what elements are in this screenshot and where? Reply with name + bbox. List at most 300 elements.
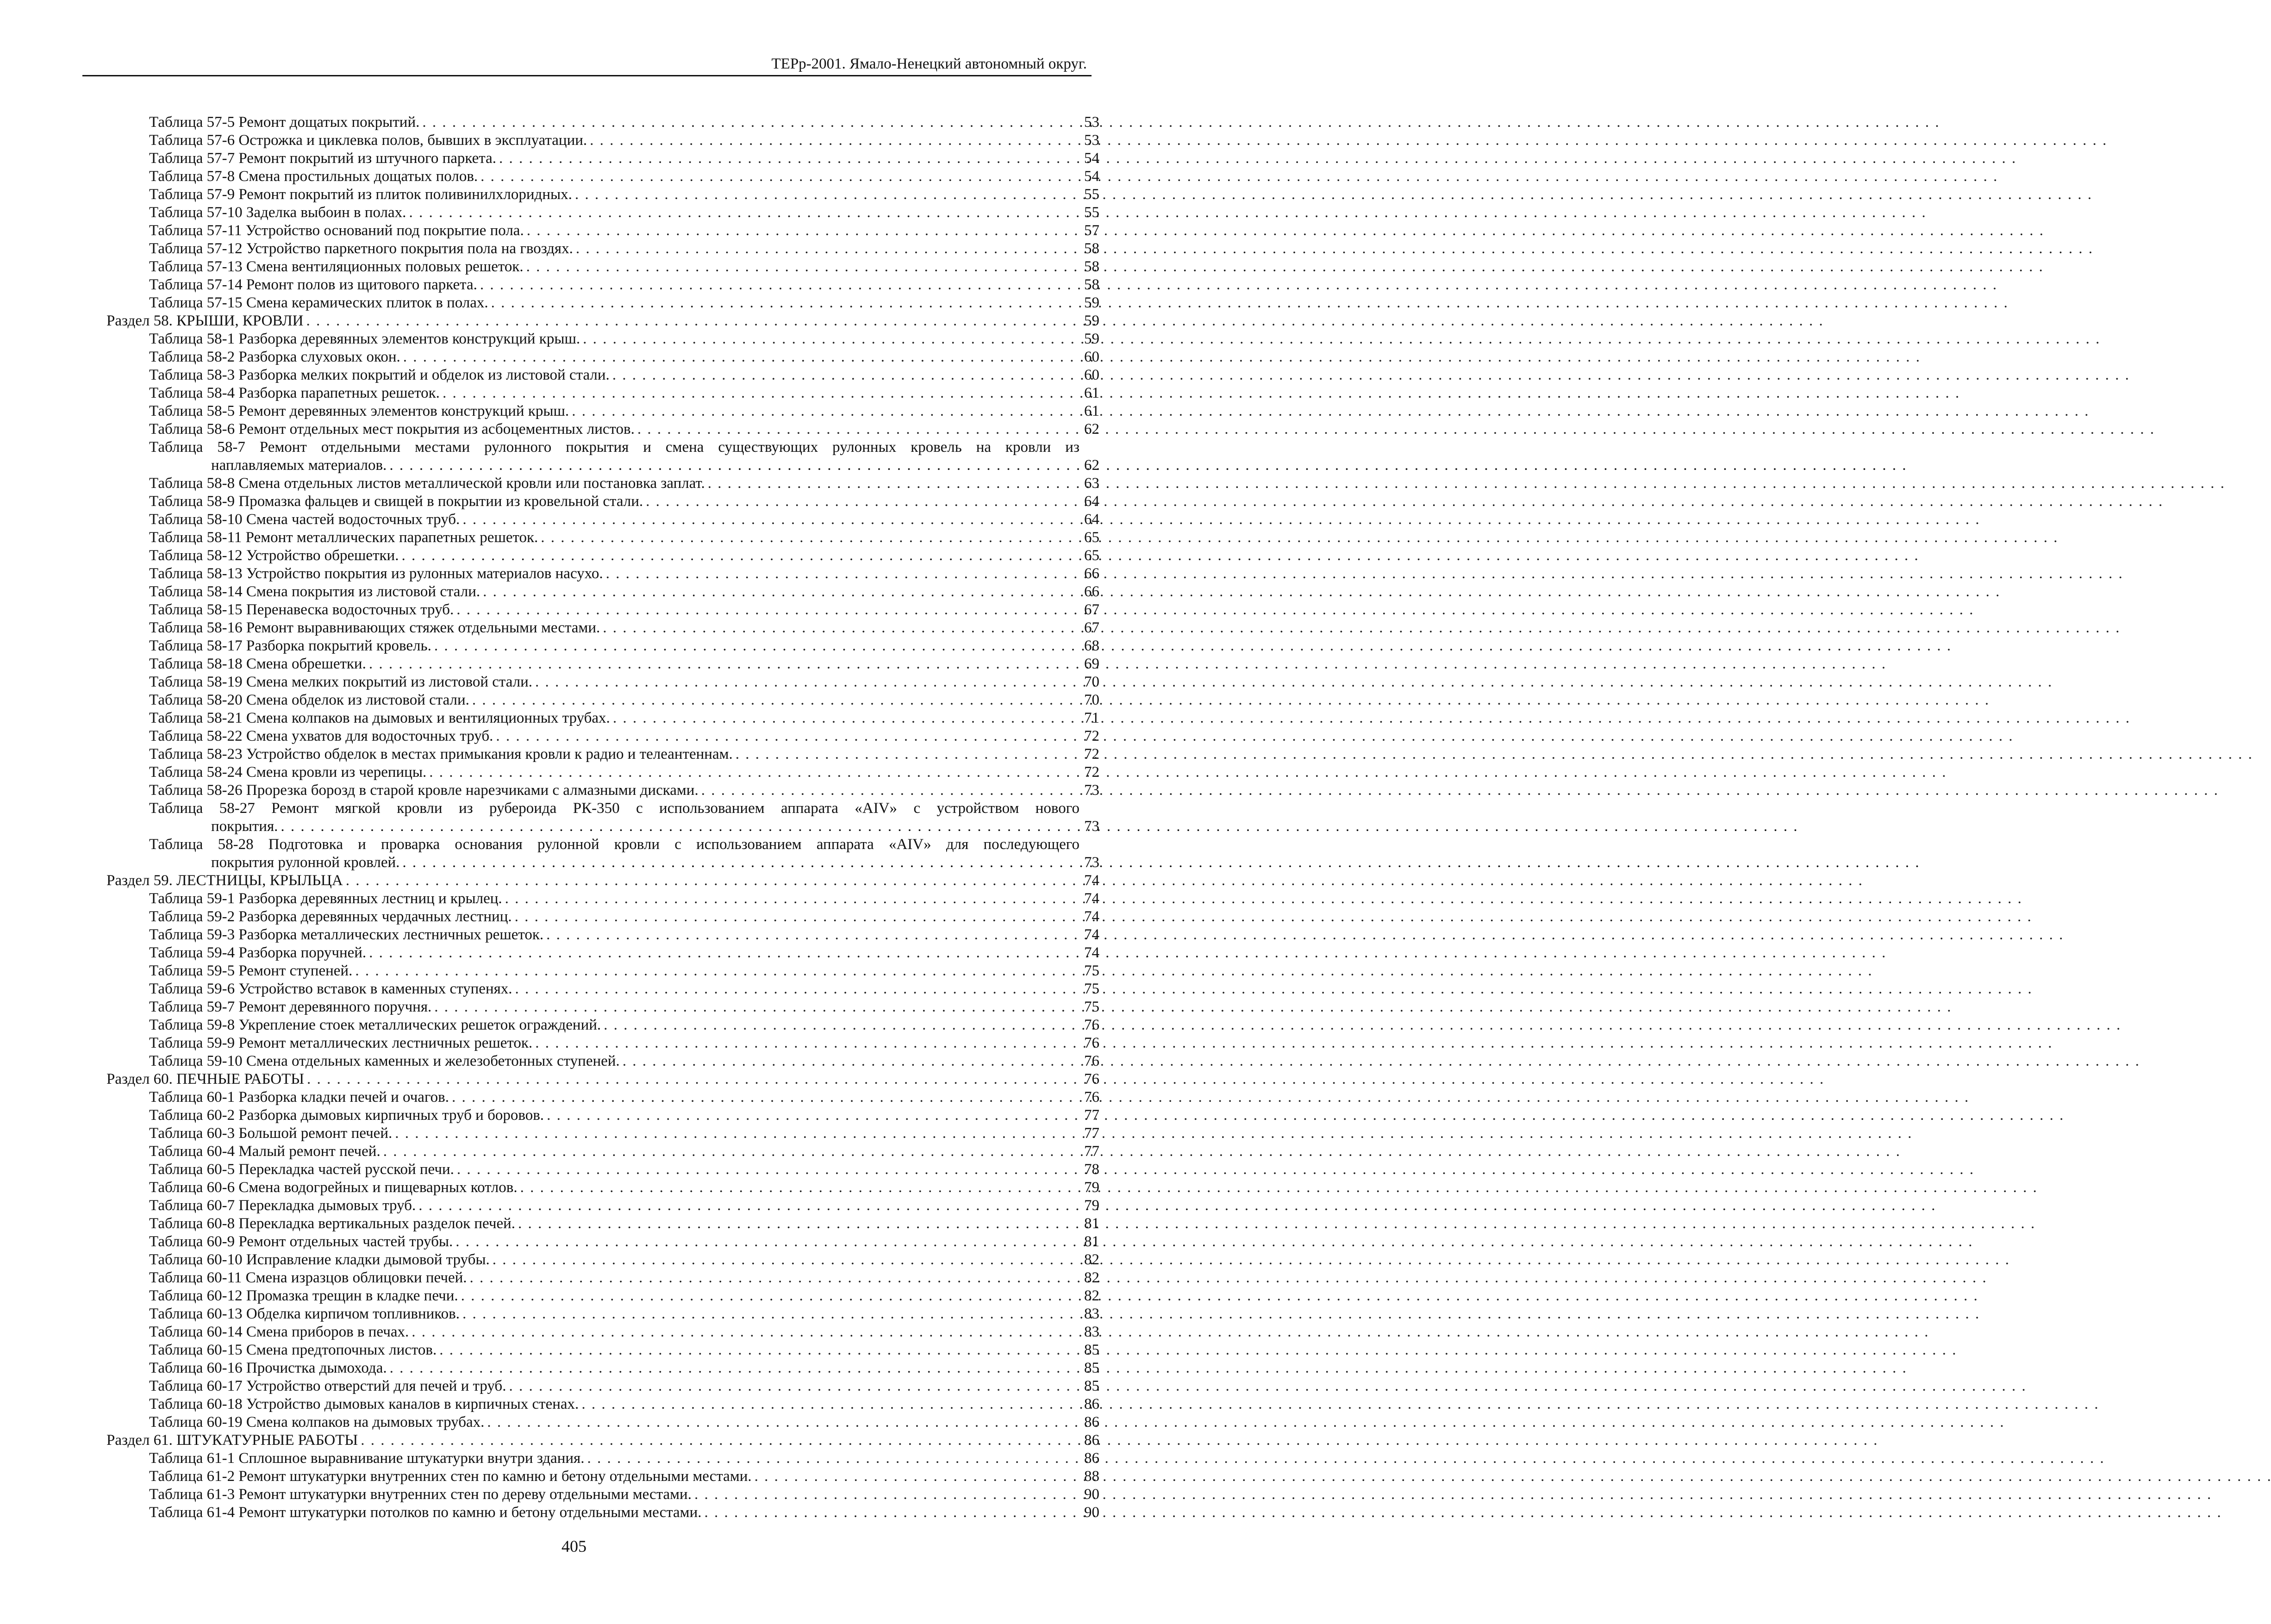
toc-entry-page: 85	[1084, 1360, 1099, 1376]
toc-entry-title: Таблица 58-23 Устройство обделок в местах примыкания кровли к радио и телеантеннам.	[149, 746, 733, 762]
dot-leader	[701, 1504, 1062, 1522]
toc-entry-title: Таблица 58-7 Ремонт отдельными местами рулонного покрытия и смена существующих рулонных кровель на кровли из	[149, 439, 1079, 456]
dot-leader	[610, 709, 1062, 727]
toc-entry-page: 83	[1084, 1305, 1099, 1322]
dot-leader	[635, 420, 1062, 438]
toc-entry-title: Таблица 59-5 Ремонт ступеней.	[149, 962, 353, 979]
toc-entry-page: 73	[1084, 782, 1099, 799]
dot-leader	[512, 980, 1062, 998]
toc-entry-page: 60	[1084, 349, 1099, 365]
toc-section-title: Раздел 60. ПЕЧНЫЕ РАБОТЫ	[106, 1071, 305, 1087]
toc-entry-title: Таблица 59-3 Разборка металлических лестничных решеток.	[149, 926, 544, 943]
dot-leader	[496, 150, 1062, 168]
dot-leader	[387, 456, 1062, 475]
toc-entry-page: 69	[1084, 656, 1099, 672]
toc-entry-page: 74	[1084, 890, 1099, 907]
toc-entry-title: Таблица 58-15 Перенавеска водосточных труб.	[149, 601, 454, 618]
dot-leader	[426, 763, 1062, 781]
toc-table-entry[interactable]	[149, 601, 1099, 619]
toc-entry-title: Таблица 57-12 Устройство паркетного покрытия пола на гвоздях.	[149, 240, 573, 257]
toc-entry-page: 59	[1084, 294, 1099, 311]
toc-entry-page: 58	[1084, 276, 1099, 293]
dot-leader	[480, 583, 1062, 601]
toc-entry-title: Таблица 60-17 Устройство отверстий для печей и труб.	[149, 1378, 506, 1394]
dot-leader	[352, 962, 1062, 980]
toc-table-entry[interactable]	[149, 493, 1099, 511]
toc-entry-page: 70	[1084, 674, 1099, 690]
toc-entry-page: 72	[1084, 764, 1099, 781]
dot-leader	[572, 186, 1062, 204]
toc-entry-page: 77	[1084, 1125, 1099, 1142]
toc-entry-page: 74	[1084, 908, 1099, 925]
toc-section-entry[interactable]	[106, 872, 1099, 890]
toc-entry-page: 63	[1084, 475, 1099, 492]
dot-leader	[484, 1413, 1062, 1431]
toc-table-entry[interactable]	[149, 1034, 1099, 1052]
running-header	[82, 55, 1092, 76]
toc-entry-page: 79	[1084, 1197, 1099, 1214]
toc-entry-page: 76	[1084, 1071, 1099, 1087]
dot-leader	[493, 727, 1062, 745]
toc-table-entry[interactable]	[149, 709, 1099, 727]
toc-entry-title: Таблица 60-2 Разборка дымовых кирпичных труб и боровов.	[149, 1107, 544, 1124]
toc-entry-page: 77	[1084, 1107, 1099, 1124]
toc-entry-title: Таблица 57-14 Ремонт полов из щитового паркета.	[149, 276, 477, 293]
toc-entry-title: Таблица 58-22 Смена ухватов для водосточных труб.	[149, 728, 493, 744]
dot-leader	[580, 330, 1062, 348]
toc-entry-title: Таблица 57-7 Ремонт покрытий из штучного паркета.	[149, 150, 496, 167]
toc-entry-page: 62	[1084, 421, 1099, 437]
toc-entry-page: 60	[1084, 367, 1099, 383]
dot-leader	[453, 1233, 1062, 1251]
toc-table-entry[interactable]	[149, 1143, 1099, 1161]
toc-table-entry[interactable]	[149, 655, 1099, 673]
toc-entry-page: 73	[1084, 854, 1099, 871]
toc-entry-title: Таблица 60-4 Малый ремонт печей.	[149, 1143, 381, 1160]
dot-leader	[387, 1359, 1062, 1377]
dot-leader	[532, 1034, 1062, 1052]
toc-table-entry[interactable]	[149, 890, 1099, 908]
toc-table-entry[interactable]	[149, 1161, 1099, 1179]
dot-leader	[752, 1468, 1062, 1486]
dot-leader	[515, 1215, 1062, 1233]
toc-entry-title: Таблица 60-18 Устройство дымовых каналов в кирпичных стенах.	[149, 1396, 579, 1412]
toc-table-entry[interactable]	[149, 727, 1099, 745]
dot-leader	[573, 240, 1062, 258]
toc-table-entry[interactable]	[149, 348, 1099, 366]
toc-entry-multiline[interactable]	[149, 836, 1099, 872]
toc-table-entry[interactable]	[149, 619, 1099, 637]
toc-entry-title: Таблица 60-3 Большой ремонт печей.	[149, 1125, 393, 1142]
toc-entry-page: 81	[1084, 1215, 1099, 1232]
toc-table-entry[interactable]	[149, 1359, 1099, 1377]
toc-table-entry[interactable]	[149, 781, 1099, 800]
toc-table-entry[interactable]	[149, 565, 1099, 583]
dot-leader	[544, 1106, 1062, 1124]
toc-entry-continuation-line	[149, 818, 1099, 836]
toc-entry-title-continuation: наплавляемых материалов.	[211, 457, 387, 474]
toc-entry-page: 74	[1084, 872, 1099, 889]
toc-entry-title: Таблица 59-1 Разборка деревянных лестниц и крылец.	[149, 890, 502, 907]
dot-leader	[454, 1161, 1062, 1179]
toc-entry-page: 67	[1084, 619, 1099, 636]
dot-leader	[392, 1124, 1062, 1143]
toc-entry-title: Таблица 60-13 Обделка кирпичом топливников.	[149, 1305, 460, 1322]
toc-entry-title: Таблица 60-10 Исправление кладки дымовой трубы.	[149, 1251, 490, 1268]
dot-leader	[478, 168, 1062, 186]
dot-leader	[381, 1143, 1062, 1161]
toc-entry-title: Таблица 59-10 Смена отдельных каменных и железобетонных ступеней.	[149, 1053, 620, 1069]
toc-table-entry[interactable]	[149, 745, 1099, 763]
toc-table-entry[interactable]	[149, 1413, 1099, 1431]
toc-entry-title: Таблица 58-21 Смена колпаков на дымовых и вентиляционных трубах.	[149, 710, 610, 726]
toc-entry-title: Таблица 57-15 Смена керамических плиток в полах.	[149, 294, 488, 311]
toc-entry-page: 75	[1084, 999, 1099, 1015]
toc-entry-page: 58	[1084, 240, 1099, 257]
toc-entry-page: 66	[1084, 583, 1099, 600]
toc-entry-page: 66	[1084, 565, 1099, 582]
dot-leader	[460, 1305, 1062, 1323]
toc-entry-title: Таблица 58-17 Разборка покрытий кровель.	[149, 637, 431, 654]
toc-entry-title: Таблица 59-9 Ремонт металлических лестничных решеток.	[149, 1035, 533, 1051]
toc-entry-page: 76	[1084, 1035, 1099, 1051]
dot-leader	[524, 258, 1062, 276]
toc-entry-page: 86	[1084, 1432, 1099, 1449]
toc-entry-page: 74	[1084, 944, 1099, 961]
toc-entry-title: Таблица 59-6 Устройство вставок в каменных ступенях.	[149, 981, 512, 997]
toc-entry-title: Таблица 58-26 Прорезка борозд в старой кровле нарезчиками с алмазными дисками.	[149, 782, 699, 799]
toc-table-entry[interactable]	[149, 1251, 1099, 1269]
table-of-contents	[106, 113, 1099, 1522]
toc-entry-title: Таблица 60-14 Смена приборов в печах.	[149, 1324, 409, 1340]
dot-leader	[477, 276, 1062, 294]
dot-leader	[538, 529, 1062, 547]
toc-table-entry[interactable]	[149, 1341, 1099, 1359]
dot-leader	[278, 818, 1062, 836]
toc-entry-page: 73	[1084, 818, 1099, 835]
toc-entry-title: Таблица 58-20 Смена обделок из листовой стали.	[149, 692, 469, 708]
toc-entry-title: Таблица 60-5 Перекладка частей русской печи.	[149, 1161, 454, 1178]
toc-table-entry[interactable]	[149, 1179, 1099, 1197]
toc-table-entry[interactable]	[149, 1504, 1099, 1522]
toc-entry-title: Таблица 58-12 Устройство обрешетки.	[149, 547, 399, 564]
toc-entry-title: Таблица 58-28 Подготовка и проварка основания рулонной кровли с использованием аппарата «AIV» для последующего	[149, 836, 1079, 853]
dot-leader	[449, 1088, 1062, 1106]
toc-table-entry[interactable]	[149, 258, 1099, 276]
toc-table-entry[interactable]	[149, 113, 1099, 131]
toc-table-entry[interactable]	[149, 1287, 1099, 1305]
toc-table-entry[interactable]	[149, 366, 1099, 384]
dot-leader	[610, 366, 1062, 384]
toc-table-entry[interactable]	[149, 1323, 1099, 1341]
toc-section-entry[interactable]	[106, 1070, 1099, 1088]
dot-leader	[705, 475, 1062, 493]
toc-entry-page: 88	[1084, 1468, 1099, 1485]
toc-entry-page: 57	[1084, 222, 1099, 239]
toc-entry-page: 70	[1084, 692, 1099, 708]
dot-leader	[543, 926, 1062, 944]
toc-entry-title: Таблица 61-2 Ремонт штукатурки внутренних стен по камню и бетону отдельными местами.	[149, 1468, 752, 1485]
dot-leader	[469, 691, 1062, 709]
dot-leader	[600, 619, 1062, 637]
toc-entry-page: 72	[1084, 746, 1099, 762]
toc-entry-title: Таблица 57-11 Устройство оснований под покрытие пола.	[149, 222, 524, 239]
toc-entry-page: 53	[1084, 114, 1099, 131]
toc-table-entry[interactable]	[149, 402, 1099, 420]
toc-table-entry[interactable]	[149, 962, 1099, 980]
dot-leader	[601, 1016, 1062, 1034]
toc-entry-page: 82	[1084, 1287, 1099, 1304]
toc-table-entry[interactable]	[149, 1016, 1099, 1034]
dot-leader	[343, 872, 1062, 890]
toc-entry-page: 61	[1084, 403, 1099, 419]
toc-table-entry[interactable]	[149, 998, 1099, 1016]
toc-table-entry[interactable]	[149, 691, 1099, 709]
toc-entry-title: Таблица 60-9 Ремонт отдельных частей трубы.	[149, 1233, 453, 1250]
toc-entry-page: 81	[1084, 1233, 1099, 1250]
toc-entry-title: Таблица 60-15 Смена предтопочных листов.	[149, 1342, 437, 1358]
toc-entry-title: Таблица 58-11 Ремонт металлических парапетных решеток.	[149, 529, 538, 546]
dot-leader	[431, 998, 1062, 1016]
toc-table-entry[interactable]	[149, 1088, 1099, 1106]
toc-table-entry[interactable]	[149, 1395, 1099, 1413]
toc-entry-title: Таблица 58-5 Ремонт деревянных элементов конструкций крыш.	[149, 403, 569, 419]
dot-leader	[399, 854, 1062, 872]
dot-leader	[437, 1341, 1062, 1359]
toc-table-entry[interactable]	[149, 1468, 1099, 1486]
dot-leader	[584, 1449, 1062, 1468]
toc-table-entry[interactable]	[149, 908, 1099, 926]
toc-entry-page: 59	[1084, 312, 1099, 329]
toc-entry-title: Таблица 59-4 Разборка поручней.	[149, 944, 367, 961]
dot-leader	[467, 1269, 1062, 1287]
dot-leader	[409, 1323, 1062, 1341]
dot-leader	[454, 601, 1062, 619]
toc-entry-page: 72	[1084, 728, 1099, 744]
dot-leader	[304, 1070, 1062, 1088]
toc-entry-page: 71	[1084, 710, 1099, 726]
toc-table-entry[interactable]	[149, 276, 1099, 294]
toc-entry-page: 65	[1084, 529, 1099, 546]
toc-entry-multiline[interactable]	[149, 800, 1099, 836]
toc-entry-title: Таблица 61-3 Ремонт штукатурки внутренних стен по дереву отдельными местами.	[149, 1486, 692, 1503]
toc-table-entry[interactable]	[149, 637, 1099, 655]
dot-leader	[579, 1395, 1062, 1413]
dot-leader	[518, 1179, 1062, 1197]
toc-entry-page: 61	[1084, 385, 1099, 401]
dot-leader	[366, 655, 1062, 673]
dot-leader	[512, 908, 1062, 926]
dot-leader	[587, 131, 1062, 150]
toc-entry-title: Таблица 58-10 Смена частей водосточных труб.	[149, 511, 460, 528]
toc-table-entry[interactable]	[149, 926, 1099, 944]
toc-entry-page: 62	[1084, 457, 1099, 474]
toc-table-entry[interactable]	[149, 980, 1099, 998]
toc-table-entry[interactable]	[149, 240, 1099, 258]
dot-leader	[603, 565, 1062, 583]
toc-table-entry[interactable]	[149, 1124, 1099, 1143]
toc-entry-page: 85	[1084, 1342, 1099, 1358]
dot-leader	[733, 745, 1062, 763]
dot-leader	[620, 1052, 1062, 1070]
toc-table-entry[interactable]	[149, 330, 1099, 348]
dot-leader	[431, 637, 1062, 655]
toc-entry-title: Таблица 59-8 Укрепление стоек металлических решеток ограждений.	[149, 1017, 601, 1033]
dot-leader	[692, 1486, 1062, 1504]
toc-table-entry[interactable]	[149, 204, 1099, 222]
toc-table-entry[interactable]	[149, 168, 1099, 186]
toc-entry-title: Таблица 57-9 Ремонт покрытий из плиток поливинилхлоридных.	[149, 186, 572, 203]
toc-section-entry[interactable]	[106, 1431, 1099, 1449]
toc-entry-page: 55	[1084, 186, 1099, 203]
toc-entry-title: Таблица 60-6 Смена водогрейных и пищеварных котлов.	[149, 1179, 518, 1196]
toc-table-entry[interactable]	[149, 294, 1099, 312]
toc-table-entry[interactable]	[149, 583, 1099, 601]
toc-table-entry[interactable]	[149, 1449, 1099, 1468]
toc-table-entry[interactable]	[149, 944, 1099, 962]
toc-entry-title: Таблица 57-6 Острожка и циклевка полов, бывших в эксплуатации.	[149, 132, 587, 149]
toc-table-entry[interactable]	[149, 131, 1099, 150]
toc-entry-title: Таблица 60-12 Промазка трещин в кладке печи.	[149, 1287, 458, 1304]
toc-entry-title: Таблица 58-1 Разборка деревянных элементов конструкций крыш.	[149, 331, 580, 347]
toc-entry-page: 54	[1084, 168, 1099, 185]
toc-entry-title: Таблица 57-10 Заделка выбоин в полах.	[149, 204, 406, 221]
toc-entry-multiline[interactable]	[149, 438, 1099, 475]
toc-entry-title-continuation: покрытия.	[211, 818, 278, 835]
dot-leader	[488, 294, 1062, 312]
toc-entry-title: Таблица 59-2 Разборка деревянных чердачных лестниц.	[149, 908, 512, 925]
toc-entry-title: Таблица 61-4 Ремонт штукатурки потолков по камню и бетону отдельными местами.	[149, 1504, 702, 1521]
toc-entry-title: Таблица 60-19 Смена колпаков на дымовых трубах.	[149, 1414, 485, 1430]
toc-entry-title: Таблица 61-1 Сплошное выравнивание штукатурки внутри здания.	[149, 1450, 585, 1467]
toc-entry-page: 75	[1084, 962, 1099, 979]
toc-entry-title: Таблица 58-8 Смена отдельных листов металлической кровли или постановка заплат.	[149, 475, 705, 492]
toc-entry-page: 65	[1084, 547, 1099, 564]
toc-table-entry[interactable]	[149, 384, 1099, 402]
toc-section-title: Раздел 58. КРЫШИ, КРОВЛИ	[106, 312, 304, 329]
toc-section-entry[interactable]	[106, 312, 1099, 330]
toc-entry-page: 67	[1084, 601, 1099, 618]
header-title: ТЕРр-2001. Ямало-Ненецкий автономный округ.	[771, 56, 1087, 72]
toc-entry-title: Таблица 57-13 Смена вентиляционных половых решеток.	[149, 258, 524, 275]
toc-section-title: Раздел 61. ШТУКАТУРНЫЕ РАБОТЫ	[106, 1432, 358, 1449]
dot-leader	[419, 113, 1062, 131]
toc-entry-page: 86	[1084, 1414, 1099, 1430]
dot-leader	[399, 547, 1062, 565]
toc-entry-page: 53	[1084, 132, 1099, 149]
toc-entry-title: Таблица 60-8 Перекладка вертикальных разделок печей.	[149, 1215, 516, 1232]
toc-entry-title: Таблица 58-16 Ремонт выравнивающих стяжек отдельными местами.	[149, 619, 600, 636]
toc-entry-page: 74	[1084, 926, 1099, 943]
toc-entry-page: 86	[1084, 1450, 1099, 1467]
toc-entry-title: Таблица 57-5 Ремонт дощатых покрытий.	[149, 114, 420, 131]
toc-table-entry[interactable]	[149, 1486, 1099, 1504]
dot-leader	[532, 673, 1062, 691]
toc-table-entry[interactable]	[149, 1269, 1099, 1287]
toc-entry-page: 64	[1084, 511, 1099, 528]
toc-entry-page: 82	[1084, 1251, 1099, 1268]
dot-leader	[358, 1431, 1062, 1449]
toc-entry-title: Таблица 60-1 Разборка кладки печей и очагов.	[149, 1089, 449, 1106]
toc-table-entry[interactable]	[149, 1052, 1099, 1070]
toc-table-entry[interactable]	[149, 763, 1099, 781]
toc-entry-title: Таблица 58-24 Смена кровли из черепицы.	[149, 764, 427, 781]
toc-entry-page: 86	[1084, 1396, 1099, 1412]
toc-table-entry[interactable]	[149, 529, 1099, 547]
dot-leader	[406, 204, 1062, 222]
toc-entry-page: 68	[1084, 637, 1099, 654]
toc-entry-title: Таблица 60-11 Смена изразцов облицовки печей.	[149, 1269, 467, 1286]
dot-leader	[400, 348, 1062, 366]
dot-leader	[506, 1377, 1062, 1395]
toc-table-entry[interactable]	[149, 1197, 1099, 1215]
toc-entry-page: 77	[1084, 1143, 1099, 1160]
toc-table-entry[interactable]	[149, 547, 1099, 565]
dot-leader	[502, 890, 1062, 908]
toc-entry-page: 58	[1084, 258, 1099, 275]
toc-table-entry[interactable]	[149, 511, 1099, 529]
dot-leader	[460, 511, 1062, 529]
toc-entry-title: Таблица 58-2 Разборка слуховых окон.	[149, 349, 400, 365]
toc-entry-page: 76	[1084, 1053, 1099, 1069]
toc-section-title: Раздел 59. ЛЕСТНИЦЫ, КРЫЛЬЦА	[106, 872, 343, 889]
toc-entry-page: 83	[1084, 1324, 1099, 1340]
dot-leader	[416, 1197, 1062, 1215]
toc-entry-title-continuation: покрытия рулонной кровлей.	[211, 854, 400, 871]
dot-leader	[490, 1251, 1062, 1269]
toc-entry-title: Таблица 57-8 Смена простильных дощатых полов.	[149, 168, 478, 185]
toc-table-entry[interactable]	[149, 1106, 1099, 1124]
toc-entry-page: 76	[1084, 1017, 1099, 1033]
toc-table-entry[interactable]	[149, 1215, 1099, 1233]
toc-table-entry[interactable]	[149, 222, 1099, 240]
dot-leader	[303, 312, 1062, 330]
toc-table-entry[interactable]	[149, 186, 1099, 204]
toc-table-entry[interactable]	[149, 1305, 1099, 1323]
toc-entry-title: Таблица 58-13 Устройство покрытия из рулонных материалов насухо.	[149, 565, 603, 582]
toc-table-entry[interactable]	[149, 1233, 1099, 1251]
dot-leader	[524, 222, 1062, 240]
toc-entry-title: Таблица 58-14 Смена покрытия из листовой стали.	[149, 583, 480, 600]
toc-entry-title: Таблица 58-19 Смена мелких покрытий из листовой стали.	[149, 674, 533, 690]
toc-entry-title: Таблица 59-7 Ремонт деревянного поручня.	[149, 999, 432, 1015]
dot-leader	[699, 781, 1062, 800]
toc-entry-title: Таблица 58-3 Разборка мелких покрытий и обделок из листовой стали.	[149, 367, 610, 383]
dot-leader	[366, 944, 1062, 962]
toc-entry-continuation-line	[149, 456, 1099, 475]
toc-entry-page: 54	[1084, 150, 1099, 167]
dot-leader	[569, 402, 1062, 420]
toc-entry-title: Таблица 58-18 Смена обрешетки.	[149, 656, 366, 672]
toc-entry-page: 64	[1084, 493, 1099, 510]
toc-table-entry[interactable]	[149, 150, 1099, 168]
toc-table-entry[interactable]	[149, 673, 1099, 691]
toc-entry-page: 82	[1084, 1269, 1099, 1286]
toc-entry-title: Таблица 58-4 Разборка парапетных решеток.	[149, 385, 440, 401]
toc-entry-title: Таблица 58-27 Ремонт мягкой кровли из рубероида РК-350 с использованием аппарата «AIV» с устройством нового	[149, 800, 1079, 817]
toc-entry-title: Таблица 58-6 Ремонт отдельных мест покрытия из асбоцементных листов.	[149, 421, 635, 437]
toc-entry-page: 59	[1084, 331, 1099, 347]
toc-entry-title: Таблица 58-9 Промазка фальцев и свищей в покрытии из кровельной стали.	[149, 493, 643, 510]
toc-table-entry[interactable]	[149, 420, 1099, 438]
toc-entry-page: 79	[1084, 1179, 1099, 1196]
dot-leader	[643, 493, 1062, 511]
toc-table-entry[interactable]	[149, 475, 1099, 493]
toc-entry-page: 55	[1084, 204, 1099, 221]
toc-entry-page: 78	[1084, 1161, 1099, 1178]
toc-entry-continuation-line	[149, 854, 1099, 872]
toc-table-entry[interactable]	[149, 1377, 1099, 1395]
